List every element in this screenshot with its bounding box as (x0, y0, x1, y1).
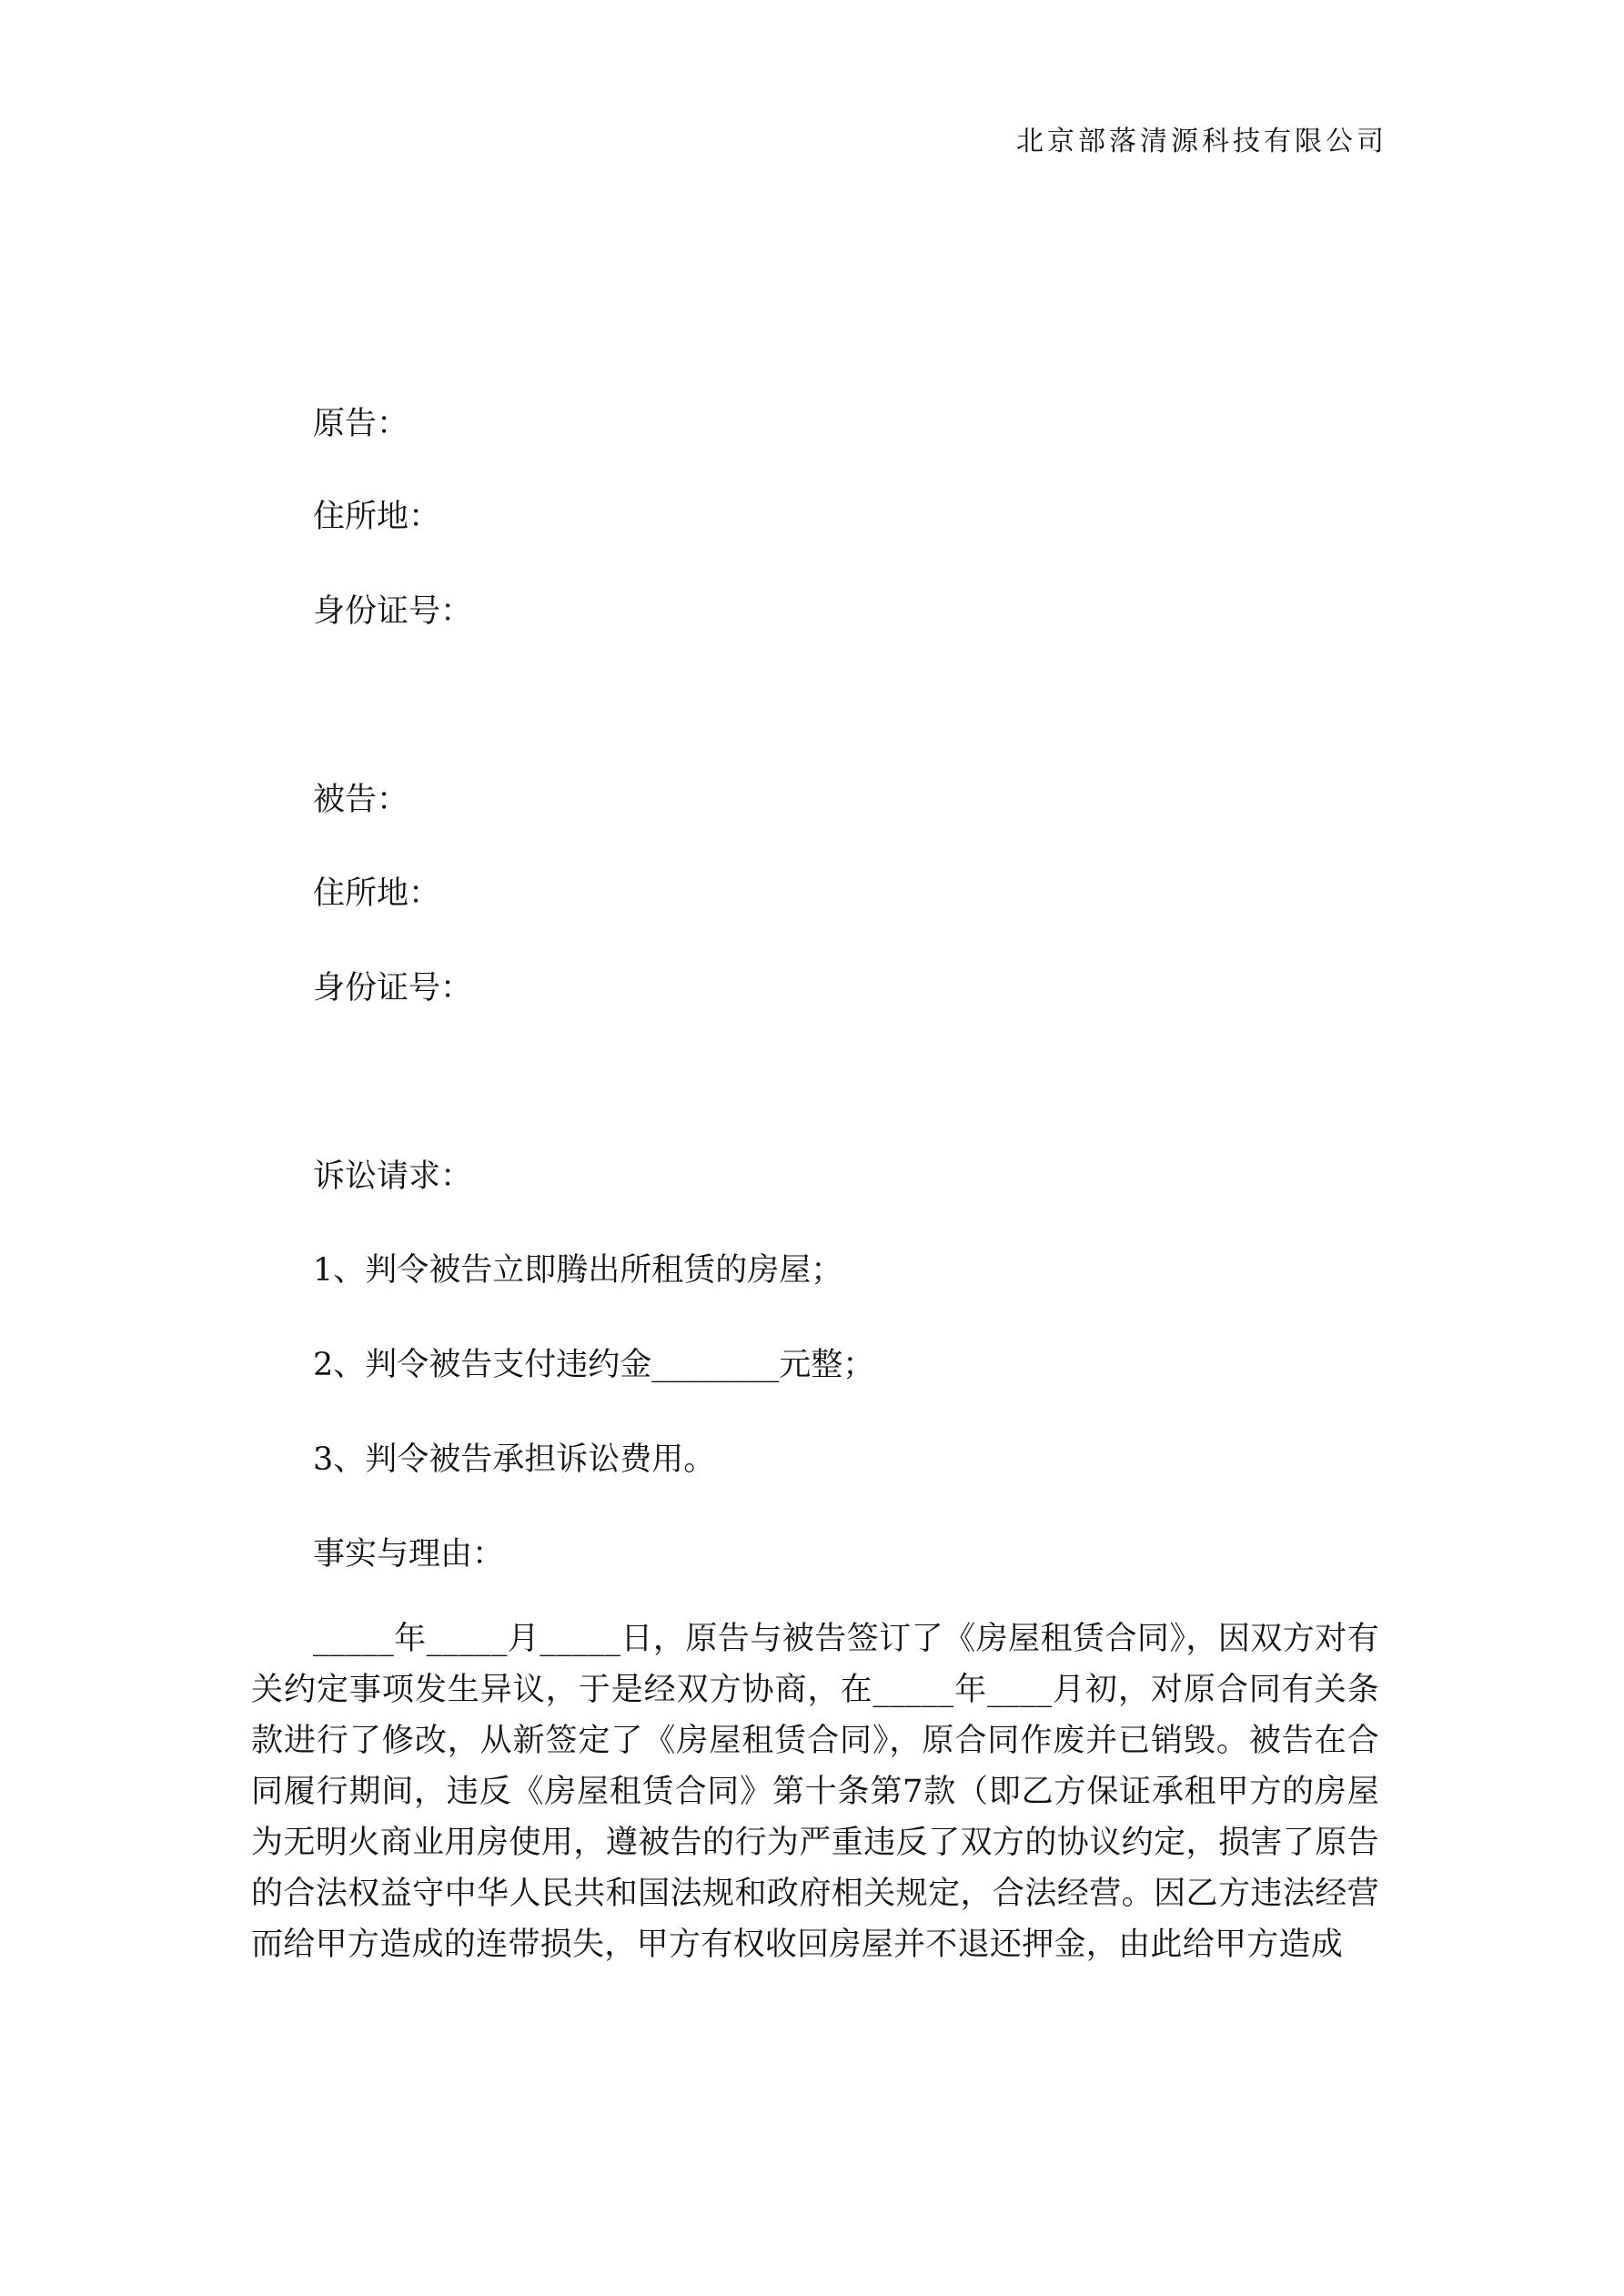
claim-item-3: 3、判令被告承担诉讼费用。 (313, 1441, 716, 1478)
facts-heading: 事实与理由： (313, 1536, 505, 1573)
plaintiff-address-label: 住所地： (313, 499, 441, 535)
claim-item-2: 2、判令被告支付违约金________元整； (313, 1347, 875, 1383)
plaintiff-id-label: 身份证号： (313, 593, 473, 630)
header-company-name: 北京部落清源科技有限公司 (1016, 126, 1387, 157)
claim-item-1: 1、判令被告立即腾出所租赁的房屋； (313, 1252, 843, 1289)
defendant-id-label: 身份证号： (313, 970, 473, 1006)
facts-paragraph: _____年_____月_____日，原告与被告签订了《房屋租赁合同》，因双方对有关约定事项发生异议，于是经双方协商，在_____年____月初，对原合同有关条款进行了修改，从新签定了《房屋租赁合同》，原合同作废并已销毁。被告在合同履行期间，违反《房屋租赁合同》第十条第7款（即乙方保证承租甲方的房屋为无明火商业用房使用，遵被告的行为严重违反了双方的协议约定，损害了原告的合法权益守中华人民共和国法规和政府相关规定，合法经营。因乙方违法经营而给甲方造成的连带损失，甲方有权收回房屋并不退还押金，由此给甲方造成 (251, 1621, 1379, 1963)
plaintiff-label: 原告： (313, 406, 409, 442)
defendant-address-label: 住所地： (313, 875, 441, 912)
claims-heading: 诉讼请求： (313, 1158, 473, 1195)
facts-body (251, 1613, 1379, 1970)
defendant-label: 被告： (313, 782, 409, 818)
